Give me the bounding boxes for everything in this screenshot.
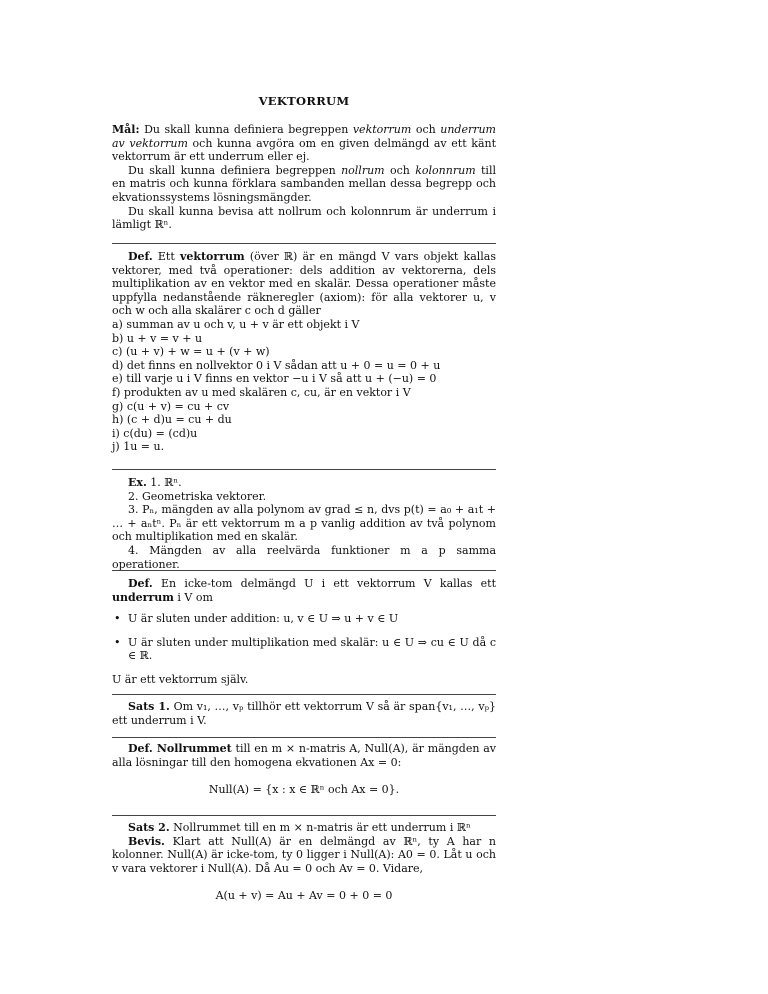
def-label: Def. bbox=[128, 577, 153, 590]
bullet-text: U är sluten under multiplikation med skalär: u ∈ U ⇒ cu ∈ U då c ∈ ℝ. bbox=[128, 635, 496, 663]
sats-1-text bbox=[112, 700, 496, 727]
bullet-icon: • bbox=[114, 635, 121, 649]
bullet-icon: • bbox=[114, 612, 121, 626]
example-3: 3. Pₙ, mängden av alla polynom av grad ≤ n, dvs p(t) = a₀ + a₁t + … + aₙtⁿ. Pₙ är ett vektorrum m a p vanlig addition av två polynom och multiplikation med en skalär. bbox=[112, 503, 496, 544]
axiom-c: c) (u + v) + w = u + (v + w) bbox=[112, 345, 270, 359]
proof-text bbox=[112, 835, 496, 876]
goal-text: och bbox=[411, 123, 441, 136]
axiom-h: h) (c + d)u = cu + du bbox=[112, 413, 232, 427]
goal-label: Mål: bbox=[112, 123, 140, 136]
proof-label: Bevis. bbox=[128, 834, 165, 848]
def-underrum-text bbox=[112, 577, 496, 604]
def-label: Def. bbox=[128, 250, 153, 263]
term-underrum: underrum av vektorrum bbox=[112, 123, 496, 150]
term-nollrum: nollrum bbox=[341, 163, 385, 177]
divider bbox=[112, 243, 496, 244]
def-vektorrum bbox=[112, 250, 496, 454]
example-1 bbox=[112, 476, 496, 490]
example-2: 2. Geometriska vektorer. bbox=[128, 489, 267, 503]
goal-text: Du skall kunna definiera begreppen bbox=[139, 123, 353, 136]
def-text: Ett bbox=[152, 250, 180, 263]
nollrum-formula: Null(A) = {x : x ∈ ℝⁿ och Ax = 0}. bbox=[208, 783, 400, 797]
def-vektorrum-text bbox=[112, 250, 496, 318]
def-underrum-closing: U är ett vektorrum själv. bbox=[112, 672, 249, 686]
term-kolonnrum: kolonnrum bbox=[415, 163, 476, 177]
term-vektorrum-bold: vektorrum bbox=[179, 250, 245, 263]
example-4: 4. Mängden av alla reelvärda funktioner m a p samma operationer. bbox=[112, 543, 496, 571]
ex-label: Ex. bbox=[128, 476, 147, 489]
axiom-list bbox=[112, 318, 496, 454]
term-vektorrum: vektorrum bbox=[352, 123, 412, 136]
sats-text: Om v₁, …, vₚ tillhör ett vektorrum V så är span{v₁, …, vₚ} ett underrum i V. bbox=[112, 700, 496, 727]
axiom-a: a) summan av u och v, u + v är ett objekt i V bbox=[112, 317, 360, 331]
def-text: i V om bbox=[173, 590, 213, 604]
axiom-d: d) det finns en nollvektor 0 i V sådan att u + 0 = u = 0 + u bbox=[112, 358, 441, 372]
goal-text: till en matris och kunna förklara sambanden mellan dessa begrepp och ekvationssystems lösningsmängder. bbox=[112, 163, 496, 204]
sats-text: Nollrummet till en m × n-matris är ett underrum i ℝⁿ bbox=[169, 821, 471, 834]
sats-2-text bbox=[112, 821, 496, 835]
def-text: till en m × n-matris A, Null(A), är mängden av alla lösningar till den homogena ekvationen Ax = 0: bbox=[112, 742, 496, 769]
sats-1 bbox=[112, 700, 496, 727]
goal-text: Du skall kunna definiera begreppen bbox=[128, 163, 342, 177]
sats-2 bbox=[112, 821, 496, 903]
bullet-item bbox=[112, 636, 496, 663]
bullet-text: U är sluten under addition: u, v ∈ U ⇒ u + v ∈ U bbox=[128, 612, 399, 626]
sats-label: Sats 2. bbox=[128, 821, 170, 834]
goal-section bbox=[112, 123, 496, 232]
divider bbox=[112, 570, 496, 571]
axiom-f: f) produkten av u med skalären c, cu, är en vektor i V bbox=[112, 385, 411, 399]
goal-paragraph-2 bbox=[112, 164, 496, 205]
def-nollrum-text bbox=[112, 742, 496, 769]
examples bbox=[112, 476, 496, 571]
def-underrum bbox=[112, 577, 496, 687]
axiom-b: b) u + v = v + u bbox=[112, 331, 203, 345]
divider bbox=[112, 737, 496, 738]
goal-text: och kunna avgöra om en given delmängd av ett känt vektorrum är ett underrum eller ej. bbox=[112, 136, 497, 164]
def-nollrum bbox=[112, 742, 496, 797]
bullet-item bbox=[112, 612, 496, 626]
goal-paragraph-3: Du skall kunna bevisa att nollrum och kolonnrum är underrum i lämligt ℝⁿ. bbox=[112, 204, 496, 232]
term-underrum-bold: underrum bbox=[112, 590, 174, 604]
axiom-j: j) 1u = u. bbox=[112, 440, 165, 454]
def-text: (över ℝ) är en mängd V vars objekt kallas vektorer, med två operationer: dels addition av vektorerna, dels multiplikation av en vektor med en skalär. Dessa operationer måste uppfylla nedanstående räkneregler (axiom): för alla vektorer u, v och w och alla skalärer c och d gäller bbox=[112, 250, 496, 318]
goal-text: och bbox=[384, 163, 416, 177]
term-nollrummet-bold: Nollrummet bbox=[152, 742, 232, 755]
axiom-e: e) till varje u i V finns en vektor −u i V så att u + (−u) = 0 bbox=[112, 372, 437, 386]
divider bbox=[112, 694, 496, 695]
axiom-i: i) c(du) = (cd)u bbox=[112, 426, 198, 440]
example-text: 1. ℝⁿ. bbox=[146, 476, 182, 489]
divider bbox=[112, 815, 496, 816]
def-label: Def. bbox=[128, 742, 153, 755]
divider bbox=[112, 469, 496, 470]
sats-label: Sats 1. bbox=[128, 700, 170, 713]
goal-paragraph-1 bbox=[112, 123, 496, 164]
proof-formula: A(u + v) = Au + Av = 0 + 0 = 0 bbox=[215, 889, 393, 903]
page-title: VEKTORRUM bbox=[258, 94, 350, 108]
proof-body: Klart att Null(A) är en delmängd av ℝⁿ, ty A har n kolonner. Null(A) är icke-tom, ty 0 ligger i Null(A): A0 = 0. Låt u och v vara vektorer i Null(A). Då Au = 0 och Av = 0. Vidare, bbox=[112, 834, 496, 875]
axiom-g: g) c(u + v) = cu + cv bbox=[112, 399, 230, 413]
def-text: En icke-tom delmängd U i ett vektorrum V kallas ett bbox=[152, 577, 496, 590]
